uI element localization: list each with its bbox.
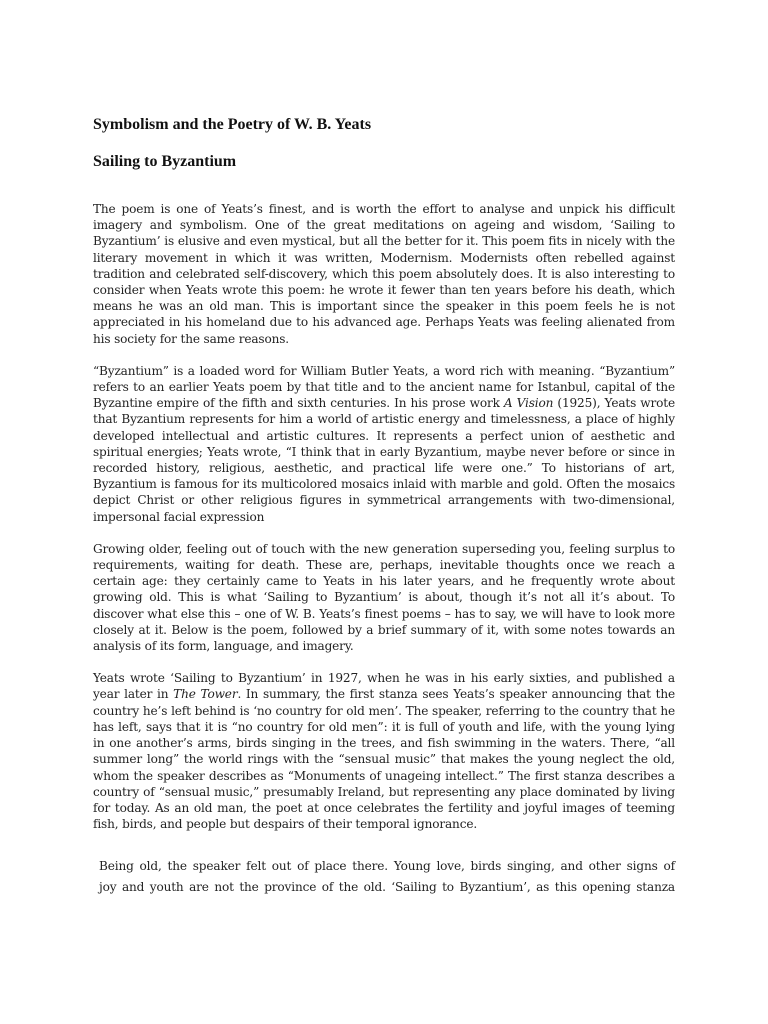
paragraph-summary	[93, 670, 675, 832]
document-title: Symbolism and the Poetry of W. B. Yeats	[93, 116, 372, 133]
paragraph-text: (1925), Yeats wrote that Byzantium represents for him a world of artistic energy and timelessness, a place of highly developed intellectual and artistic cultures. It represents a perfect union of aesthetic and spiritual energies; Yeats wrote, “I think that in early Byzantium, maybe never before or since in recorded history, religious, aesthetic, and practical life were one.” To historians of art, Byzantium is famous for its multicolored mosaics inlaid with marble and gold. Often the mosaics depict Christ or other religious figures in symmetrical arrangements with two-dimensional, impersonal facial expression	[93, 396, 675, 524]
paragraph-text: Yeats wrote ‘Sailing to Byzantium’ in 1927, when he was in his early sixties, and published a year later in	[93, 671, 675, 702]
paragraph-line: Being old, the speaker felt out of place there. Young love, birds singing, and other signs of	[99, 859, 675, 874]
document-subtitle: Sailing to Byzantium	[93, 153, 237, 170]
paragraph-text: “Byzantium” is a loaded word for William Butler Yeats, a word rich with meaning. “Byzantium” refers to an earlier Yeats poem by that title and to the ancient name for Istanbul, capital of the Byzantine empire of the fifth and sixth centuries. In his prose work	[93, 363, 675, 411]
paragraph-growing-older: Growing older, feeling out of touch with the new generation superseding you, feeling surplus to requirements, waiting for death. These are, perhaps, inevitable thoughts once we reach a certain age: they certainly came to Yeats in his later years, and he frequently wrote about growing old. This is what ‘Sailing to Byzantium’ is about, though it’s not all it’s about. To discover what else this – one of W. B. Yeats’s finest poems – has to say, we will have to look more closely at it. Below is the poem, followed by a brief summary of it, with some notes towards an analysis of its form, language, and imagery.	[93, 541, 675, 654]
paragraph-intro: The poem is one of Yeats’s finest, and is worth the effort to analyse and unpick his difficult imagery and symbolism. One of the great meditations on ageing and wisdom, ‘Sailing to Byzantium’ is elusive and even mystical, but all the better for it. This poem fits in nicely with the literary movement in which it was written, Modernism. Modernists often rebelled against tradition and celebrated self-discovery, which this poem absolutely does. It is also interesting to consider when Yeats wrote this poem: he wrote it fewer than ten years before his death, which means he was an old man. This is important since the speaker in this poem feels he is not appreciated in his homeland due to his advanced age. Perhaps Yeats was feeling alienated from his society for the same reasons.	[93, 202, 675, 346]
paragraph-byzantium-meaning	[93, 363, 675, 525]
paragraph-line: joy and youth are not the province of the old. ‘Sailing to Byzantium’, as this opening stanza	[99, 879, 675, 894]
document-page	[93, 106, 675, 895]
paragraph-text: . In summary, the first stanza sees Yeats’s speaker announcing that the country he’s left behind is ‘no country for old men’. The speaker, referring to the country that he has left, says that it is “no country for old men”: it is full of youth and life, with the young lying in one another’s arms, birds singing in the trees, and fish swimming in the waters. There, “all summer long” the world rings with the “sensual music” that makes the young neglect the old, whom the speaker describes as “Monuments of unageing intellect.” The first stanza describes a country of “sensual music,” presumably Ireland, but representing any place dominated by living for today. As an old man, the poet at once celebrates the fertility and joyful images of teeming fish, birds, and people but despairs of their temporal ignorance.	[93, 687, 675, 832]
paragraph-being-old	[93, 858, 675, 894]
italic-title-a-vision: A Vision	[503, 396, 554, 411]
italic-title-the-tower: The Tower	[173, 687, 238, 702]
